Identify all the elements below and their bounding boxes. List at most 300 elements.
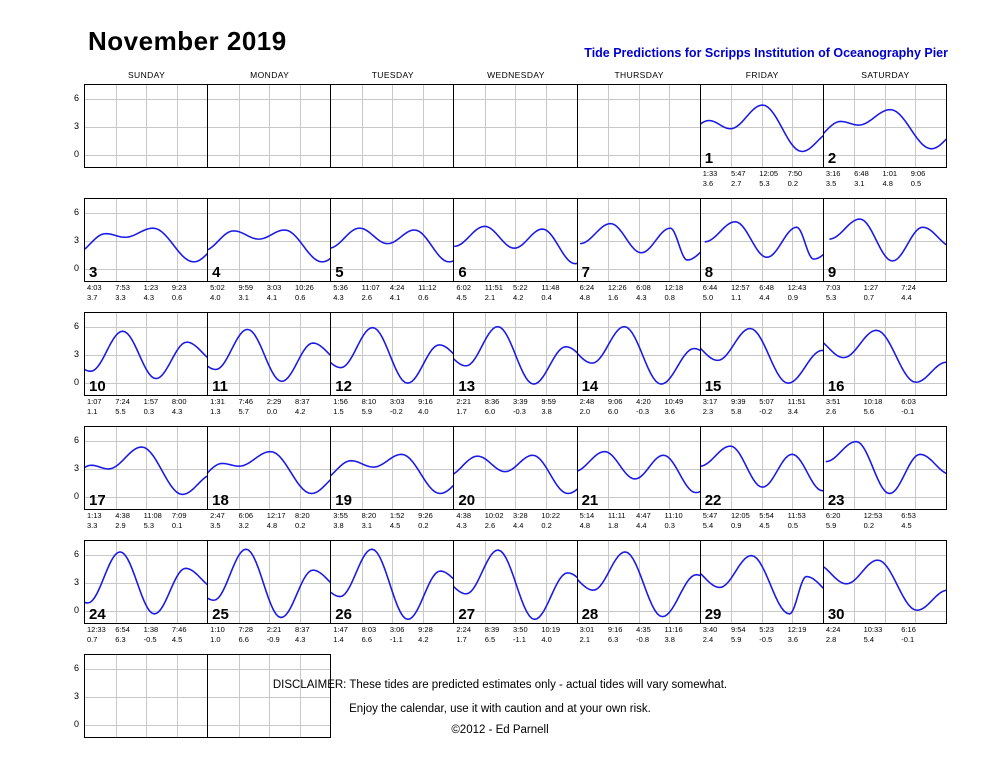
tide-entry xyxy=(759,397,774,416)
tide-plot xyxy=(207,198,331,282)
tide-entry xyxy=(864,283,879,302)
tide-entry xyxy=(826,169,841,188)
tide-time: 10:26 xyxy=(295,283,314,292)
tide-plot xyxy=(84,540,208,624)
day-number: 22 xyxy=(704,492,722,509)
tide-time: 5:02 xyxy=(210,283,225,292)
tide-time: 3:16 xyxy=(825,169,841,178)
tide-time: 3:55 xyxy=(333,511,348,520)
weekday-header: MONDAY xyxy=(250,70,290,80)
tide-entry xyxy=(826,283,841,302)
tide-height: 0.9 xyxy=(731,520,742,530)
tide-times-row xyxy=(578,397,701,417)
tide-entry xyxy=(788,625,807,644)
gridline-vertical xyxy=(362,85,363,167)
day-number: 7 xyxy=(581,264,590,281)
tide-height: 5.9 xyxy=(825,520,837,530)
tide-entry xyxy=(333,397,348,416)
tide-entry xyxy=(390,397,405,416)
tide-height: 0.3 xyxy=(664,520,675,530)
tide-entry xyxy=(882,169,897,188)
tide-time: 12:05 xyxy=(759,169,779,178)
y-axis-tick-label: 0 xyxy=(73,605,79,615)
day-cell[interactable] xyxy=(331,426,454,531)
tide-height: 4.4 xyxy=(513,520,524,530)
gridline-vertical xyxy=(300,85,301,167)
gridline-vertical xyxy=(546,85,547,167)
tide-plot xyxy=(577,540,701,624)
day-cell[interactable] xyxy=(454,426,577,531)
tide-height: 5.0 xyxy=(702,292,714,302)
tide-height: 6.6 xyxy=(238,634,249,644)
tide-times-row xyxy=(85,739,208,759)
tide-entry xyxy=(172,397,187,416)
y-axis-tick-label: 6 xyxy=(73,93,79,103)
tide-entry xyxy=(901,625,916,644)
tide-entry xyxy=(333,625,348,644)
tide-plot xyxy=(577,198,701,282)
day-cell[interactable] xyxy=(824,426,947,531)
tide-time: 3:01 xyxy=(579,625,595,634)
tide-times-row xyxy=(331,169,454,189)
tide-time: 12:17 xyxy=(266,511,286,520)
tide-time: 11:07 xyxy=(361,283,380,292)
tide-height: 3.6 xyxy=(702,178,714,188)
day-cell[interactable] xyxy=(701,426,824,531)
tide-times-row xyxy=(85,169,208,189)
tide-entry xyxy=(418,397,433,416)
tide-time: 11:53 xyxy=(787,511,806,520)
tide-time: 10:33 xyxy=(863,625,883,634)
tide-curve xyxy=(701,199,823,281)
day-number: 5 xyxy=(335,264,344,281)
tide-height: 6.6 xyxy=(361,634,373,644)
tide-times-row xyxy=(454,283,577,303)
tide-entry xyxy=(826,625,841,644)
tide-time: 3:17 xyxy=(702,397,718,406)
tide-plot xyxy=(823,198,947,282)
tide-time: 5:47 xyxy=(702,511,718,520)
tide-height: 0.6 xyxy=(295,292,306,302)
tide-entry xyxy=(826,397,841,416)
tide-times-row xyxy=(454,169,577,189)
tide-time: 7:46 xyxy=(238,397,254,406)
tide-plot xyxy=(700,426,824,510)
tide-entry xyxy=(580,283,595,302)
tide-entry xyxy=(513,511,528,530)
tide-time: 1:33 xyxy=(702,169,718,178)
tide-plot xyxy=(84,312,208,396)
day-cell[interactable] xyxy=(85,540,208,645)
day-cell[interactable] xyxy=(331,540,454,645)
tide-time: 11:51 xyxy=(787,397,806,406)
tide-height: 0.5 xyxy=(910,178,922,188)
day-cell[interactable] xyxy=(701,84,824,189)
tide-entry xyxy=(210,283,225,302)
tide-entry xyxy=(172,625,187,644)
tide-height: 4.3 xyxy=(143,292,155,302)
tide-height: -0.1 xyxy=(901,406,915,416)
day-number: 21 xyxy=(581,492,599,509)
tide-height: 0.6 xyxy=(418,292,429,302)
tide-time: 8:37 xyxy=(295,625,310,634)
tide-time: 6:20 xyxy=(825,511,841,520)
tide-height: 3.5 xyxy=(825,178,837,188)
tide-height: 2.1 xyxy=(484,292,496,302)
tide-time: 7:50 xyxy=(787,169,803,178)
day-cell[interactable] xyxy=(454,540,577,645)
tide-time: 11:11 xyxy=(607,511,626,520)
tide-height: 5.9 xyxy=(731,634,742,644)
tide-plot xyxy=(453,198,577,282)
tide-time: 8:37 xyxy=(295,397,310,406)
tide-height: 0.2 xyxy=(295,520,306,530)
tide-time: 3:50 xyxy=(513,625,528,634)
tide-height: 4.5 xyxy=(759,520,770,530)
tide-entry xyxy=(456,511,471,530)
page-title: November 2019 xyxy=(88,26,287,56)
tide-entry xyxy=(267,511,286,530)
tide-entry xyxy=(901,511,916,530)
tide-curve xyxy=(701,85,823,167)
tide-time: 8:00 xyxy=(171,397,187,406)
tide-time: 4:03 xyxy=(87,283,102,292)
tide-entry xyxy=(788,511,806,530)
tide-height: 0.7 xyxy=(87,634,98,644)
day-cell[interactable] xyxy=(331,198,454,303)
day-cell[interactable] xyxy=(701,312,824,417)
tide-entry xyxy=(267,625,282,644)
tide-height: 4.8 xyxy=(266,520,278,530)
tide-time: 12:18 xyxy=(664,283,684,292)
gridline-vertical xyxy=(485,85,486,167)
tide-height: 4.8 xyxy=(579,292,590,302)
tide-time: 8:20 xyxy=(361,511,377,520)
tide-height: 2.3 xyxy=(702,406,714,416)
tide-time: 6:24 xyxy=(579,283,595,292)
tide-height: 4.4 xyxy=(636,520,647,530)
tide-times-row xyxy=(85,625,208,645)
tide-times-row xyxy=(208,397,331,417)
tide-time: 12:05 xyxy=(731,511,750,520)
tide-time: 7:46 xyxy=(171,625,187,634)
tide-entry xyxy=(295,625,310,644)
tide-curve xyxy=(85,199,207,281)
gridline-vertical xyxy=(116,85,117,167)
tide-height: 2.9 xyxy=(115,520,126,530)
day-cell[interactable] xyxy=(701,540,824,645)
day-cell[interactable] xyxy=(454,312,577,417)
tide-time: 11:10 xyxy=(664,511,683,520)
tide-height: 3.6 xyxy=(787,634,799,644)
tide-height: 6.5 xyxy=(484,634,496,644)
tide-height: 1.4 xyxy=(333,634,344,644)
day-number: 25 xyxy=(212,606,229,623)
tide-times-row xyxy=(454,625,577,645)
tide-times-row xyxy=(578,511,701,531)
day-cell[interactable] xyxy=(208,540,331,645)
tide-entry xyxy=(636,625,651,644)
tide-height: 4.4 xyxy=(759,292,770,302)
tide-height: 1.1 xyxy=(87,406,98,416)
tide-height: 3.3 xyxy=(87,520,98,530)
y-axis-tick-label: 0 xyxy=(73,377,79,387)
day-number: 9 xyxy=(827,264,837,281)
gridline-vertical xyxy=(639,85,640,167)
tide-time: 12:26 xyxy=(607,283,627,292)
day-cell[interactable] xyxy=(824,198,947,303)
tide-time: 7:03 xyxy=(825,283,841,292)
gridline-vertical xyxy=(423,85,424,167)
day-number: 30 xyxy=(827,606,845,623)
y-axis-tick-label: 3 xyxy=(73,235,79,245)
y-axis-tick-label: 0 xyxy=(73,719,79,729)
tide-entry xyxy=(172,511,187,530)
tide-plot xyxy=(84,84,208,168)
empty-day-cell xyxy=(454,84,577,189)
empty-day-cell xyxy=(331,84,454,189)
tide-time: 11:51 xyxy=(484,283,503,292)
tide-height: 4.0 xyxy=(541,634,552,644)
tide-time: 4:20 xyxy=(636,397,651,406)
tide-time: 9:06 xyxy=(607,397,623,406)
tide-times-row xyxy=(331,397,454,417)
day-cell[interactable] xyxy=(824,540,947,645)
tide-height: 5.6 xyxy=(863,406,874,416)
calendar-grid xyxy=(73,84,947,768)
tide-time: 5:54 xyxy=(759,511,774,520)
tide-entry xyxy=(703,625,718,644)
tide-time: 10:49 xyxy=(664,397,684,406)
tide-time: 6:06 xyxy=(238,511,254,520)
tide-plot xyxy=(453,84,577,168)
day-cell[interactable] xyxy=(701,198,824,303)
tide-entry xyxy=(911,169,926,188)
weekday-header: SATURDAY xyxy=(861,70,910,80)
tide-height: 1.8 xyxy=(607,520,619,530)
tide-times-row xyxy=(331,283,454,303)
tide-height: 4.0 xyxy=(210,292,221,302)
day-cell[interactable] xyxy=(578,198,701,303)
tide-entry xyxy=(456,283,471,302)
y-axis-tick-label: 3 xyxy=(73,463,79,473)
tide-time: 12:53 xyxy=(863,511,883,520)
weekday-header: WEDNESDAY xyxy=(487,70,545,80)
tide-height: -0.2 xyxy=(389,406,403,416)
tide-entry xyxy=(295,283,314,302)
tide-time: 8:20 xyxy=(295,511,310,520)
tide-height: 3.1 xyxy=(361,520,373,530)
day-cell[interactable] xyxy=(208,312,331,417)
tide-time: 1:10 xyxy=(210,625,225,634)
tide-height: 5.9 xyxy=(361,406,373,416)
tide-entry xyxy=(390,511,405,530)
y-axis-tick-label: 6 xyxy=(73,321,79,331)
tide-time: 4:24 xyxy=(825,625,841,634)
tide-time: 9:59 xyxy=(541,397,556,406)
tide-times-row xyxy=(331,511,454,531)
tide-plot xyxy=(823,540,947,624)
day-cell[interactable] xyxy=(578,540,701,645)
tide-entry xyxy=(664,625,682,644)
tide-time: 10:02 xyxy=(484,511,504,520)
tide-entry xyxy=(456,625,471,644)
tide-times-row xyxy=(701,283,824,303)
tide-entry xyxy=(608,511,626,530)
tide-entry xyxy=(731,397,746,416)
tide-curve xyxy=(331,199,453,281)
gridline-vertical xyxy=(608,85,609,167)
tide-time: 7:24 xyxy=(901,283,916,292)
tide-height: -0.3 xyxy=(636,406,650,416)
tide-time: 11:16 xyxy=(664,625,683,634)
tide-height: -1.1 xyxy=(389,634,403,644)
tide-entry xyxy=(210,625,225,644)
day-number: 18 xyxy=(212,492,229,509)
tide-entry xyxy=(864,625,883,644)
day-cell[interactable] xyxy=(208,426,331,531)
calendar-week-row xyxy=(73,312,947,417)
y-axis-tick-label: 6 xyxy=(73,435,79,445)
day-number: 23 xyxy=(827,492,845,509)
tide-height: 2.4 xyxy=(702,634,714,644)
tide-height: 0.3 xyxy=(143,406,155,416)
tide-height: 4.5 xyxy=(456,292,467,302)
tide-height: 0.7 xyxy=(863,292,874,302)
tide-entry xyxy=(580,397,595,416)
weekday-header: SUNDAY xyxy=(127,70,166,80)
tide-time: 9:26 xyxy=(418,511,433,520)
tide-entry xyxy=(267,397,282,416)
tide-height: -0.5 xyxy=(759,634,773,644)
tide-entry xyxy=(295,511,310,530)
tide-time: 6:48 xyxy=(854,169,869,178)
tide-height: 2.1 xyxy=(579,634,590,644)
day-cell[interactable] xyxy=(208,198,331,303)
tide-entry xyxy=(759,511,774,530)
tide-height: 4.3 xyxy=(171,406,183,416)
tide-height: 4.2 xyxy=(513,292,524,302)
chart-subtitle: Tide Predictions for Scripps Institution of Oceanography Pier xyxy=(584,46,948,60)
day-cell[interactable] xyxy=(578,312,701,417)
tide-entry xyxy=(759,625,774,644)
empty-day-cell xyxy=(208,84,331,189)
tide-time: 9:16 xyxy=(418,397,433,406)
tide-height: 4.5 xyxy=(389,520,401,530)
day-number: 26 xyxy=(335,606,352,623)
tide-entry xyxy=(513,283,528,302)
tide-time: 8:39 xyxy=(484,625,500,634)
tide-entry xyxy=(608,625,623,644)
day-number: 1 xyxy=(704,150,714,167)
tide-entry xyxy=(390,283,405,302)
tide-height: 1.6 xyxy=(607,292,619,302)
tide-height: 5.4 xyxy=(702,520,714,530)
tide-time: 1:01 xyxy=(882,169,898,178)
tide-entry xyxy=(703,169,718,188)
tide-height: 1.7 xyxy=(456,406,467,416)
tide-height: 3.6 xyxy=(664,406,675,416)
tide-height: 1.0 xyxy=(210,634,221,644)
tide-height: -0.9 xyxy=(266,634,280,644)
tide-entry xyxy=(87,625,106,644)
tide-height: -1.1 xyxy=(513,634,526,644)
tide-entry xyxy=(901,283,916,302)
weekday-header: FRIDAY xyxy=(745,70,779,80)
tide-time: 6:54 xyxy=(115,625,130,634)
tide-plot xyxy=(207,84,331,168)
day-number: 15 xyxy=(704,378,722,395)
tide-plot xyxy=(330,312,454,396)
calendar-week-row xyxy=(73,426,947,531)
tide-height: 0.8 xyxy=(664,292,675,302)
tide-entry xyxy=(636,511,651,530)
tide-entry xyxy=(580,625,595,644)
day-cell[interactable] xyxy=(824,312,947,417)
day-number: 24 xyxy=(89,606,106,623)
tide-height: 4.5 xyxy=(901,520,912,530)
tide-times-row xyxy=(824,283,947,303)
tide-plot xyxy=(577,84,701,168)
y-axis-tick-label: 0 xyxy=(73,491,79,501)
tide-entry xyxy=(418,625,433,644)
tide-time: 8:10 xyxy=(361,397,377,406)
tide-height: 4.2 xyxy=(418,634,429,644)
tide-height: 2.6 xyxy=(484,520,496,530)
day-cell[interactable] xyxy=(578,426,701,531)
tide-time: 5:23 xyxy=(759,625,774,634)
day-number: 14 xyxy=(581,378,599,395)
tide-height: 3.4 xyxy=(787,406,799,416)
tide-time: 9:16 xyxy=(607,625,623,634)
day-cell[interactable] xyxy=(331,312,454,417)
y-axis-tick-label: 3 xyxy=(73,691,79,701)
day-number: 16 xyxy=(827,378,845,395)
tide-entry xyxy=(541,283,559,302)
tide-curve xyxy=(208,199,330,281)
gridline-vertical xyxy=(177,85,178,167)
day-number: 19 xyxy=(335,492,352,509)
tide-times-row xyxy=(824,397,947,417)
tide-time: 6:53 xyxy=(901,511,916,520)
tide-entry xyxy=(485,625,500,644)
y-axis-tick-label: 6 xyxy=(73,549,79,559)
tide-plot xyxy=(330,198,454,282)
tide-height: 0.2 xyxy=(418,520,429,530)
day-cell[interactable] xyxy=(824,84,947,189)
tide-time: 1:47 xyxy=(333,625,348,634)
day-cell[interactable] xyxy=(85,426,208,531)
tide-entry xyxy=(485,397,500,416)
empty-day-cell xyxy=(578,84,701,189)
tide-height: -0.3 xyxy=(513,406,526,416)
tide-height: 0.5 xyxy=(787,520,799,530)
tide-entry xyxy=(362,283,380,302)
weekday-header: TUESDAY xyxy=(371,70,415,80)
tide-times-row xyxy=(208,169,331,189)
tide-height: 3.5 xyxy=(210,520,221,530)
tide-plot xyxy=(823,312,947,396)
tide-entry xyxy=(238,511,253,530)
day-cell[interactable] xyxy=(85,312,208,417)
tide-time: 11:48 xyxy=(541,283,560,292)
day-cell[interactable] xyxy=(454,198,577,303)
day-cell[interactable] xyxy=(85,198,208,303)
tide-time: 2:47 xyxy=(210,511,225,520)
tide-time: 1:27 xyxy=(863,283,879,292)
tide-entry xyxy=(238,283,253,302)
tide-time: 4:47 xyxy=(636,511,651,520)
